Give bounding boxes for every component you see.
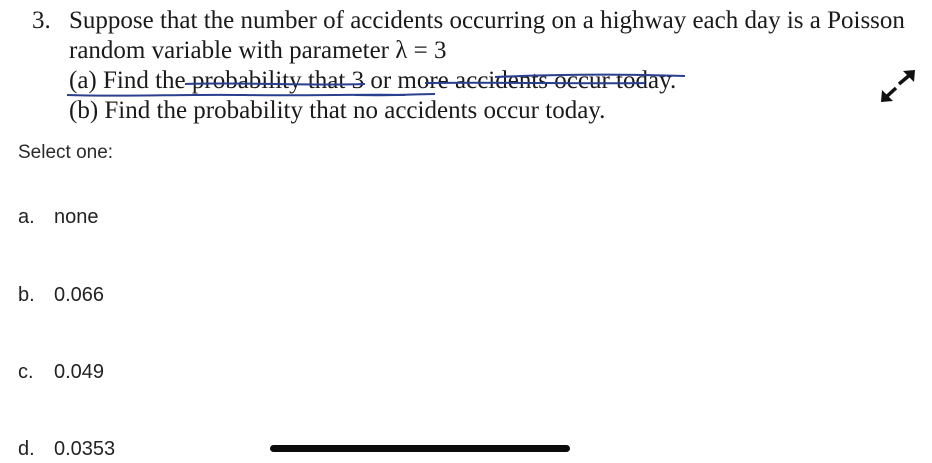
option-text: 0.0353 bbox=[54, 438, 116, 460]
option-letter: a. bbox=[18, 206, 35, 228]
option-letter: d. bbox=[18, 438, 35, 460]
part-a-wrapper bbox=[69, 66, 676, 96]
option-text: none bbox=[54, 206, 99, 228]
option-d[interactable] bbox=[18, 438, 115, 461]
option-text: 0.049 bbox=[54, 361, 105, 383]
question-line-part-a bbox=[32, 66, 922, 96]
select-one-label: Select one: bbox=[18, 142, 114, 163]
question-number: 3. bbox=[32, 7, 51, 34]
option-b[interactable] bbox=[18, 284, 104, 307]
option-text: 0.066 bbox=[54, 284, 105, 306]
question-text-line-1: Suppose that the number of accidents occurring on a highway each day is a Poisson bbox=[69, 7, 905, 34]
question-line-1 bbox=[32, 6, 922, 36]
option-letter: c. bbox=[18, 361, 34, 383]
option-a[interactable] bbox=[18, 206, 99, 229]
question-text-line-2: random variable with parameter λ = 3 bbox=[69, 37, 447, 64]
part-b-text: (b) Find the probability that no accidents occur today. bbox=[69, 97, 606, 124]
home-indicator[interactable] bbox=[270, 445, 570, 452]
option-letter: b. bbox=[18, 284, 35, 306]
question-line-2 bbox=[32, 36, 922, 66]
question-line-part-b bbox=[32, 96, 922, 126]
question-image bbox=[32, 6, 922, 126]
expand-arrows-icon[interactable] bbox=[879, 68, 917, 104]
option-c[interactable] bbox=[18, 361, 104, 384]
part-a-text: (a) Find the probability that 3 or more accidents occur today. bbox=[69, 67, 677, 94]
